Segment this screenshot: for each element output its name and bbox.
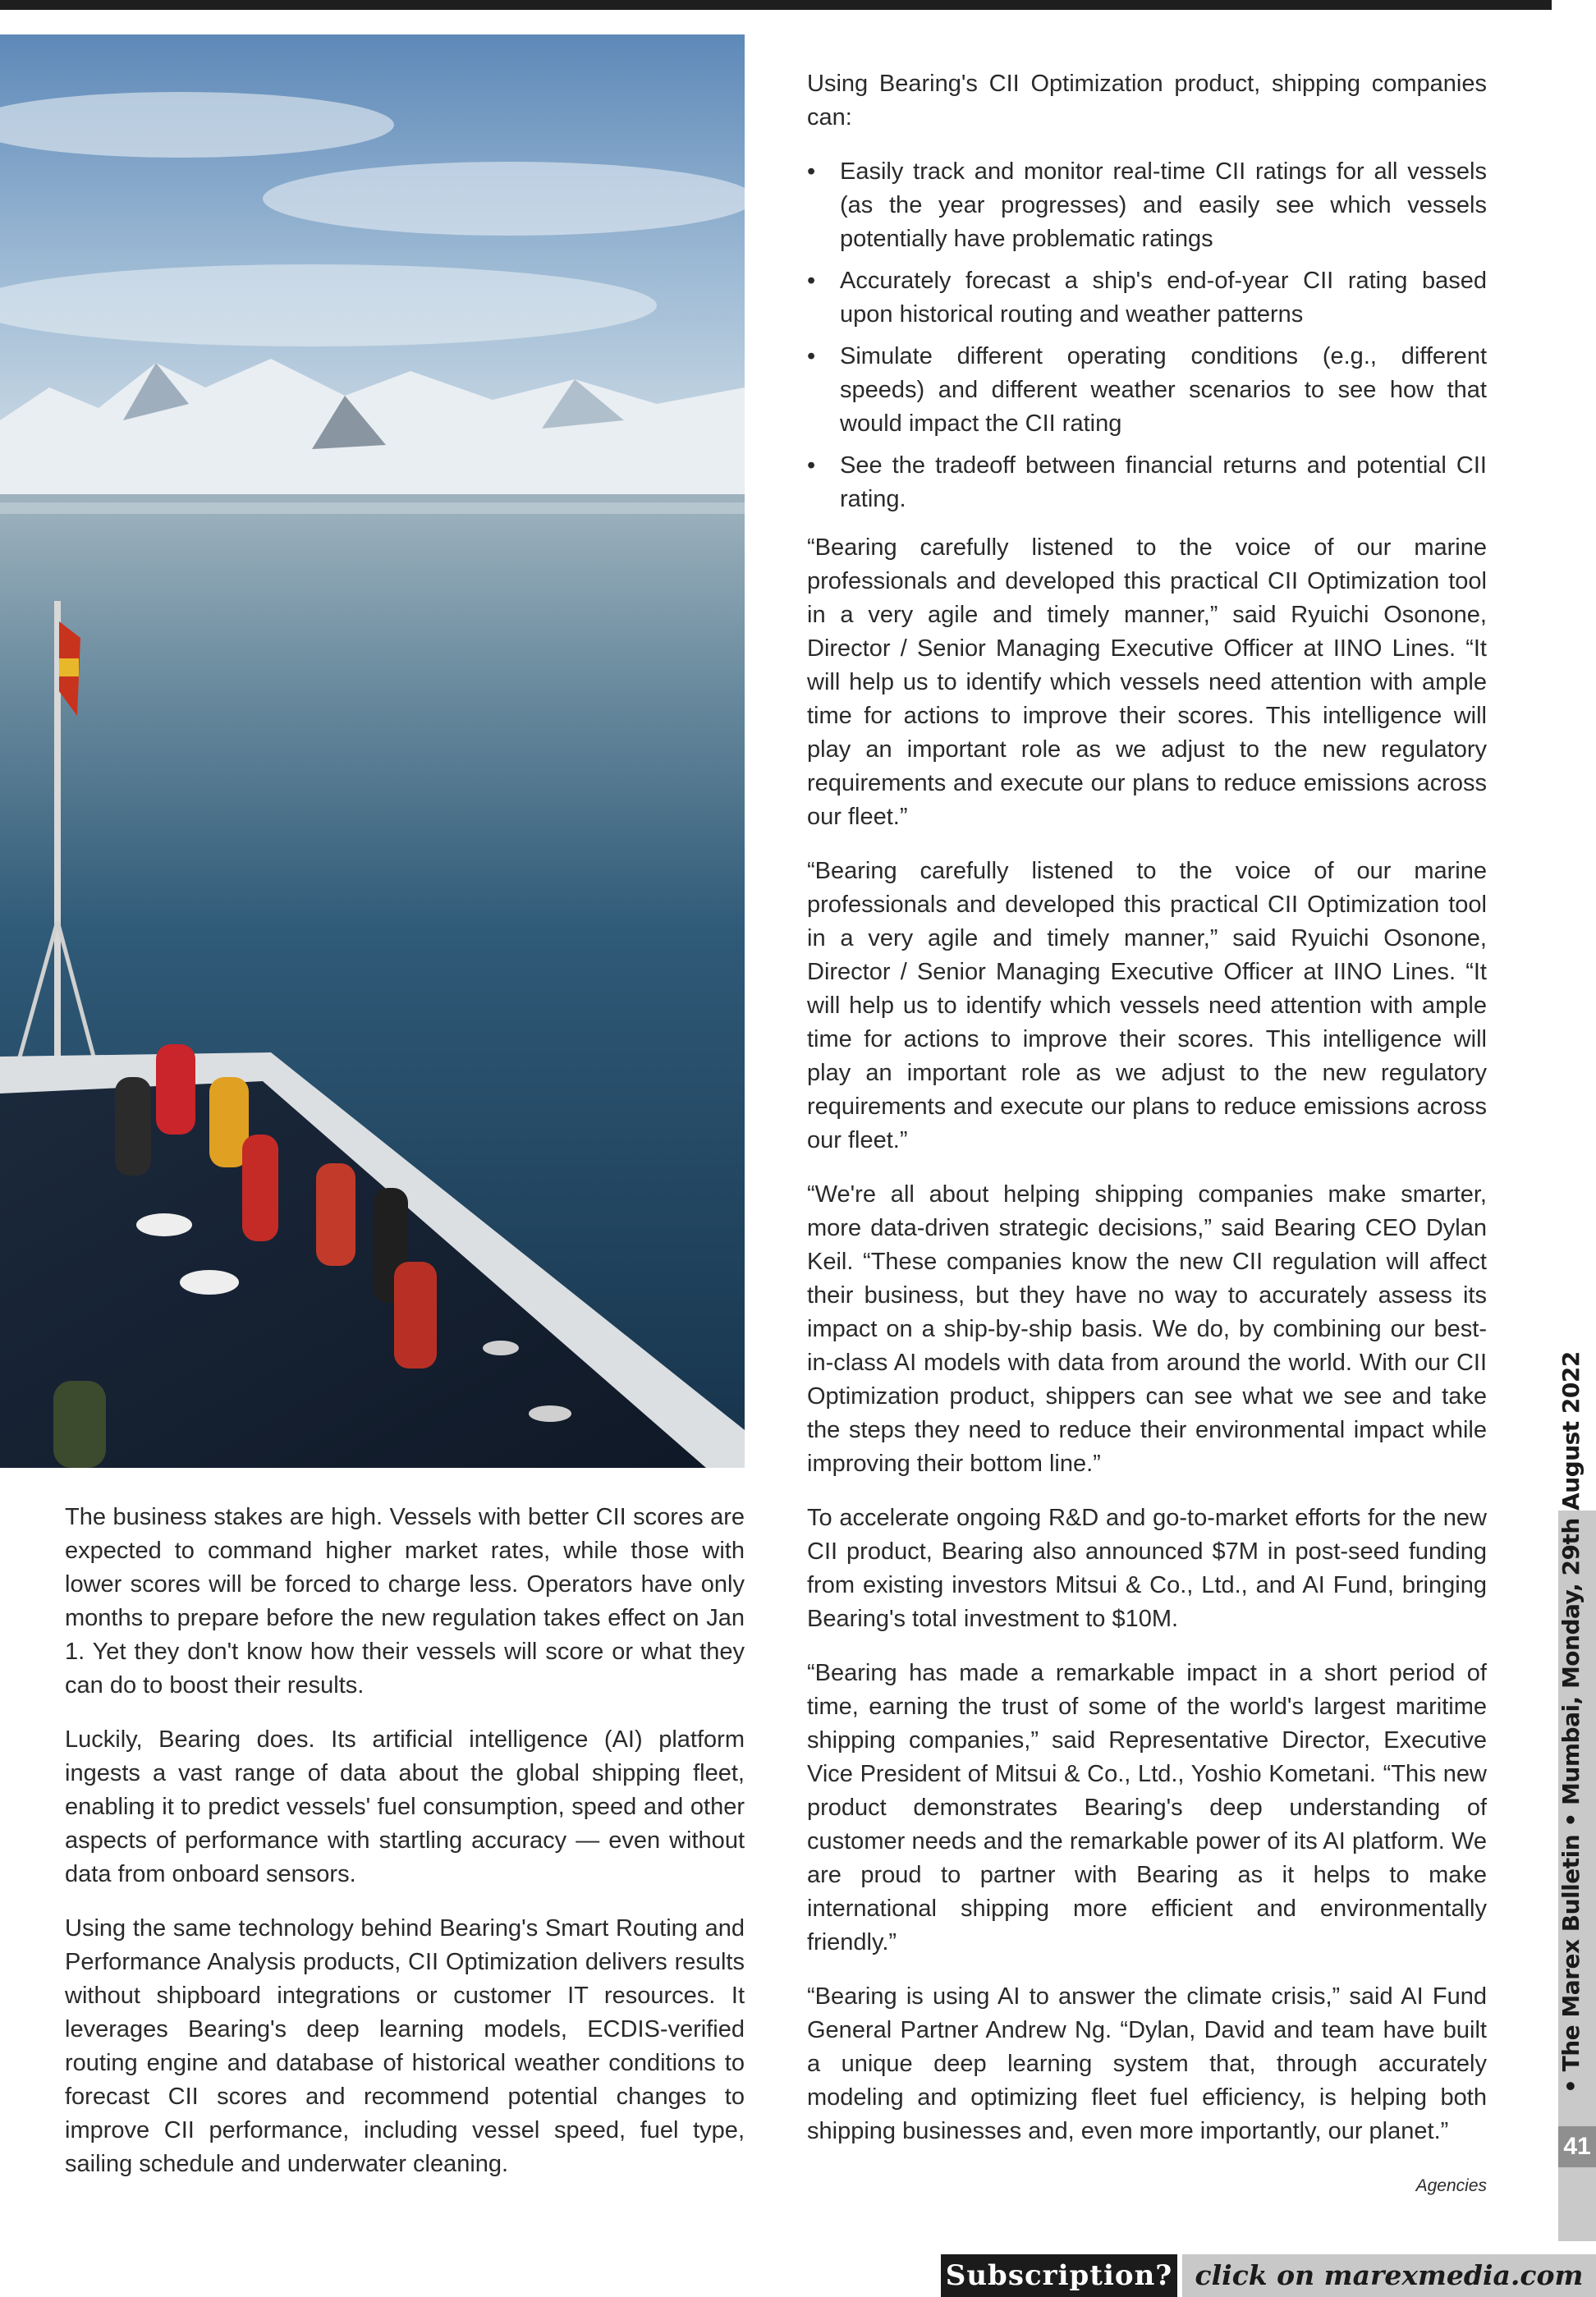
quote-paragraph: “Bearing carefully listened to the voice of our marine professionals and developed this practical CII Optimization tool in a very agile and timely manner,” said Ryuichi Osonone, Director / Senior Managing Executive Officer at IINO Lines. “It will help us to identify which vessels need attention with ample time for actions to improve their scores. This intelligence will play an important role as we adjust to the new regulatory requirements and execute our plans to reduce emissions across our fleet.”: [807, 858, 1487, 1153]
marexmedia-link[interactable]: click on marexmedia.com: [1182, 2254, 1596, 2297]
quote-paragraph: “Bearing is using AI to answer the climate crisis,” said AI Fund General Partner Andrew Ng. “Dylan, David and team have built a unique deep learning system that, through accurately modeling and optimizing fleet fuel efficiency, is helping both shipping businesses and, even more importantly, our planet.”: [807, 1983, 1487, 2144]
article-right-column: [807, 67, 1487, 2203]
subscription-label: Subscription?: [941, 2254, 1177, 2297]
article-left-column: [65, 1501, 745, 2202]
feature-bullet-list: [807, 155, 1487, 516]
credit-line: Agencies: [1415, 2176, 1487, 2195]
body-paragraph: Using the same technology behind Bearing's Smart Routing and Performance Analysis products, CII Optimization delivers results without shipboard integrations or customer IT resources. It leverages Bearing's deep learning models, ECDIS-verified routing engine and database of historical weather conditions to forecast CII scores and recommend potential changes to improve CII performance, including vessel speed, fuel type, sailing schedule and underwater cleaning.: [65, 1915, 745, 2177]
quote-paragraph: “We're all about helping shipping companies make smarter, more data-driven strategic decisions,” said Bearing CEO Dylan Keil. “These companies know the new CII regulation will affect their business, but they have no way to accurately assess its impact on a ship-by-ship basis. We do, by combining our best-in-class AI models with data from around the world. With our CII Optimization product, shippers can see what we see and take the steps they need to reduce their environmental impact while improving their bottom line.”: [807, 1181, 1487, 1477]
quote-paragraph: “Bearing carefully listened to the voice of our marine professionals and developed this practical CII Optimization tool in a very agile and timely manner,” said Ryuichi Osonone, Director / Senior Managing Executive Officer at IINO Lines. “It will help us to identify which vessels need attention with ample time for actions to improve their scores. This intelligence will play an important role as we adjust to the new regulatory requirements and execute our plans to reduce emissions across our fleet.”: [807, 534, 1487, 830]
quote-paragraph: “Bearing has made a remarkable impact in a short period of time, earning the trust of some of the world's largest maritime shipping companies,” said Representative Director, Executive Vice President of Mitsui & Co., Ltd., Yoshio Kometani. “This new product demonstrates Bearing's deep understanding of customer needs and the remarkable power of its AI platform. We are proud to partner with Bearing as it helps to make international shipping more efficient and environmentally friendly.”: [807, 1660, 1487, 1955]
bullet-item: • Simulate different operating conditions (e.g., different speeds) and different weather scenarios to see how that would impact the CII rating: [807, 340, 1487, 441]
top-rule: [0, 0, 1552, 10]
intro-paragraph: Using Bearing's CII Optimization product, shipping companies can:: [807, 71, 1487, 131]
body-paragraph: To accelerate ongoing R&D and go-to-market efforts for the new CII product, Bearing also announced $7M in post-seed funding from existing investors Mitsui & Co., Ltd., and AI Fund, bringing Bearing's total investment to $10M.: [807, 1505, 1487, 1632]
page-number: 41: [1558, 2126, 1596, 2167]
bullet-item: • See the tradeoff between financial returns and potential CII rating.: [807, 449, 1487, 516]
bullet-item: • Easily track and monitor real-time CII ratings for all vessels (as the year progresses) and easily see which vessels potentially have problematic ratings: [807, 155, 1487, 256]
body-paragraph: The business stakes are high. Vessels with better CII scores are expected to command higher market rates, while those with lower scores will be forced to charge less. Operators have only months to prepare before the new regulation takes effect on Jan 1. Yet they don't know how their vessels will score or what they can do to boost their results.: [65, 1504, 745, 1699]
body-paragraph: Luckily, Bearing does. Its artificial intelligence (AI) platform ingests a vast range of data about the global shipping fleet, enabling it to predict vessels' fuel consumption, speed and other aspects of performance with startling accuracy — even without data from onboard sensors.: [65, 1726, 745, 1887]
bullet-item: • Accurately forecast a ship's end-of-year CII rating based upon historical routing and weather patterns: [807, 264, 1487, 332]
running-head: • The Marex Bulletin • Mumbai, Monday, 29th August 2022: [1557, 1351, 1585, 2093]
ship-bow-antarctica-photo: [0, 34, 745, 1468]
